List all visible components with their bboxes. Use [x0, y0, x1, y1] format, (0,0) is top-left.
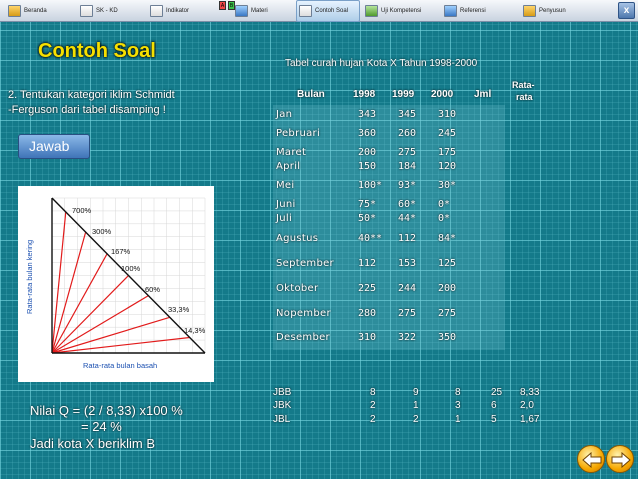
top-navigation-bar — [0, 0, 638, 22]
header-1998: 1998 — [353, 89, 376, 100]
question-line-2: -Ferguson dari tabel disamping ! — [8, 104, 166, 116]
checklist-icon — [150, 5, 163, 17]
summary-rata: 1,67 — [520, 414, 540, 425]
y-axis-label: Rata-rata bulan kering — [25, 239, 34, 314]
alphabet-blocks — [219, 1, 235, 10]
row-2000: 125 — [438, 258, 457, 269]
block-a: A — [220, 3, 225, 9]
row-1998: 225 — [358, 283, 377, 294]
schmidt-ferguson-diagram — [18, 186, 214, 382]
summary-rata: 8,33 — [520, 387, 540, 398]
row-1999: 244 — [398, 283, 417, 294]
question-line-1: 2. Tentukan kategori iklim Schmidt — [8, 89, 175, 101]
row-1999: 260 — [398, 128, 417, 139]
summary-b: 2 — [413, 414, 419, 425]
home-icon — [8, 5, 21, 17]
answer-line-3: Jadi kota X beriklim B — [30, 436, 155, 451]
nav-penyusun[interactable] — [523, 0, 566, 22]
row-1999: 275 — [398, 147, 417, 158]
diagram-svg — [18, 186, 214, 382]
row-1998: 343 — [358, 109, 377, 120]
row-2000: 310 — [438, 109, 457, 120]
summary-jml: 25 — [491, 387, 503, 398]
summary-b: 1 — [413, 400, 419, 411]
row-month: Juni — [276, 199, 296, 210]
answer-line-2: = 24 % — [81, 419, 122, 434]
row-1999: 275 — [398, 308, 417, 319]
row-1999: 153 — [398, 258, 417, 269]
nav-label: Indikator — [166, 8, 190, 14]
block-b: B — [229, 3, 234, 9]
nav-label: Referensi — [460, 8, 486, 14]
arrow-right-icon — [611, 452, 631, 468]
row-1998: 112 — [358, 258, 377, 269]
row-2000: 84* — [438, 233, 457, 244]
answer-line-1: Nilai Q = (2 / 8,33) x100 % — [30, 403, 183, 418]
x-axis-label: Rata-rata bulan basah — [83, 361, 158, 370]
row-1998: 280 — [358, 308, 377, 319]
summary-label: JBK — [273, 400, 292, 411]
summary-jml: 6 — [491, 400, 497, 411]
row-month: Agustus — [276, 233, 319, 244]
header-rata-2: rata — [516, 92, 533, 102]
nav-referensi[interactable] — [444, 0, 486, 22]
line-label: 60% — [145, 285, 161, 294]
nav-label: Contoh Soal — [315, 8, 349, 14]
row-2000: 245 — [438, 128, 457, 139]
document-icon — [80, 5, 93, 17]
row-1998: 75* — [358, 199, 377, 210]
nav-beranda[interactable] — [8, 0, 47, 22]
book-icon — [235, 5, 248, 17]
close-button[interactable]: x — [618, 2, 635, 19]
row-1999: 93* — [398, 180, 417, 191]
row-1998: 150 — [358, 161, 377, 172]
nav-label: Uji Kompetensi — [381, 8, 422, 14]
next-button[interactable] — [606, 445, 634, 473]
row-month: Maret — [276, 147, 307, 158]
row-month: Juli — [276, 213, 293, 224]
summary-c: 3 — [455, 400, 461, 411]
row-month: Oktober — [276, 283, 319, 294]
row-2000: 0* — [438, 213, 451, 224]
row-1998: 310 — [358, 332, 377, 343]
row-2000: 175 — [438, 147, 457, 158]
row-1999: 112 — [398, 233, 417, 244]
summary-a: 2 — [370, 400, 376, 411]
line-label: 14,3% — [184, 326, 206, 335]
summary-c: 8 — [455, 387, 461, 398]
classification-line — [52, 232, 86, 353]
nav-indikator[interactable] — [150, 0, 189, 22]
nav-label: SK - KD — [96, 8, 118, 14]
summary-c: 1 — [455, 414, 461, 425]
row-1998: 50* — [358, 213, 377, 224]
row-1999: 44* — [398, 213, 417, 224]
header-jml: Jml — [474, 89, 492, 100]
summary-label: JBL — [273, 414, 291, 425]
line-label: 100% — [121, 264, 141, 273]
nav-materi[interactable] — [235, 0, 268, 22]
row-1998: 40** — [358, 233, 383, 244]
page-title: Contoh Soal — [38, 40, 156, 62]
row-2000: 0* — [438, 199, 451, 210]
header-1999: 1999 — [392, 89, 415, 100]
summary-rata: 2,0 — [520, 400, 534, 411]
row-month: Nopember — [276, 308, 331, 319]
line-label: 300% — [92, 227, 112, 236]
header-2000: 2000 — [431, 89, 454, 100]
nav-label: Penyusun — [539, 8, 566, 14]
row-month: Jan — [276, 109, 293, 120]
row-2000: 350 — [438, 332, 457, 343]
row-1999: 322 — [398, 332, 417, 343]
row-2000: 200 — [438, 283, 457, 294]
people-icon — [523, 5, 536, 17]
question-icon — [299, 5, 312, 17]
header-bulan: Bulan — [297, 89, 325, 100]
line-label: 700% — [72, 206, 92, 215]
row-month: April — [276, 161, 301, 172]
row-2000: 275 — [438, 308, 457, 319]
row-1998: 200 — [358, 147, 377, 158]
row-2000: 120 — [438, 161, 457, 172]
line-label: 33,3% — [168, 305, 190, 314]
summary-a: 2 — [370, 414, 376, 425]
summary-b: 9 — [413, 387, 419, 398]
nav-sk-kd[interactable] — [80, 0, 118, 22]
nav-contoh-soal[interactable] — [296, 0, 360, 22]
bookshelf-icon — [444, 5, 457, 17]
jawab-button[interactable]: Jawab — [18, 134, 90, 159]
nav-label: Beranda — [24, 8, 47, 14]
row-1999: 184 — [398, 161, 417, 172]
summary-label: JBB — [273, 387, 292, 398]
header-rata-1: Rata- — [512, 80, 535, 90]
row-month: Pebruari — [276, 128, 321, 139]
table-caption: Tabel curah hujan Kota X Tahun 1998-2000 — [285, 58, 478, 69]
row-1998: 360 — [358, 128, 377, 139]
prev-button[interactable] — [577, 445, 605, 473]
arrow-left-icon — [582, 452, 602, 468]
row-month: Desember — [276, 332, 330, 343]
summary-a: 8 — [370, 387, 376, 398]
nav-label: Materi — [251, 8, 268, 14]
row-month: September — [276, 258, 334, 269]
line-label: 167% — [111, 247, 131, 256]
row-1999: 345 — [398, 109, 417, 120]
row-1999: 60* — [398, 199, 417, 210]
row-2000: 30* — [438, 180, 457, 191]
nav-uji-kompetensi[interactable] — [365, 0, 421, 22]
tool-icon — [365, 5, 378, 17]
summary-jml: 5 — [491, 414, 497, 425]
classification-line — [52, 338, 190, 354]
row-month: Mei — [276, 180, 295, 191]
row-1998: 100* — [358, 180, 383, 191]
